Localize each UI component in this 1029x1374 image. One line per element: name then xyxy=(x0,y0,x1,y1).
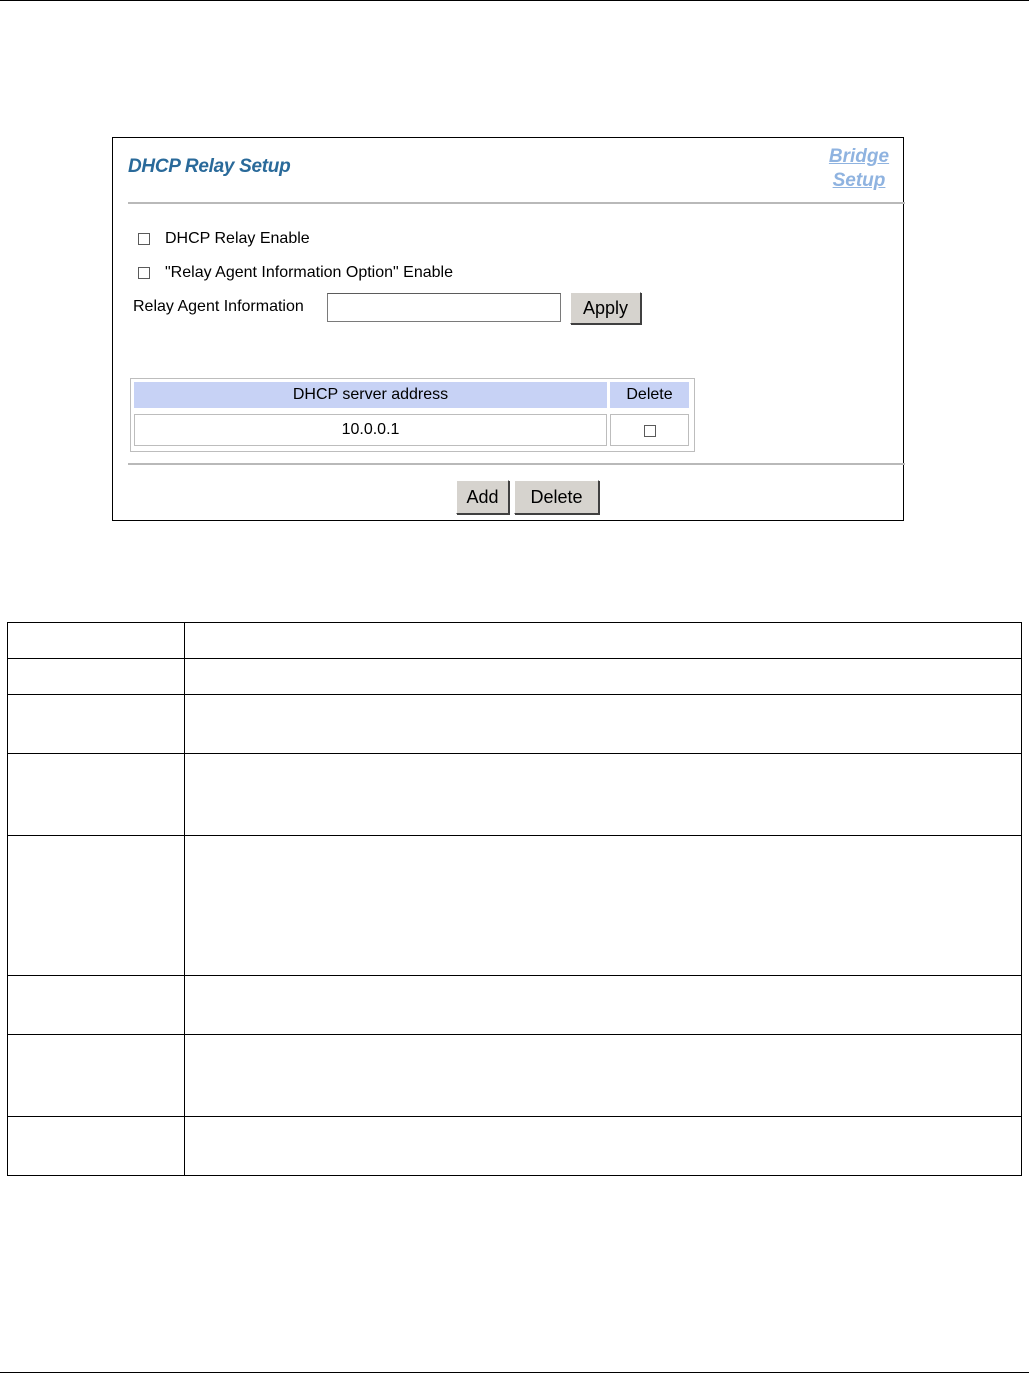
option-enable-checkbox[interactable] xyxy=(138,267,150,279)
table-row xyxy=(8,1035,1022,1117)
table-cell xyxy=(185,695,1022,754)
table-row xyxy=(8,836,1022,976)
option-enable-row xyxy=(138,264,453,282)
row-delete-checkbox[interactable] xyxy=(644,425,656,437)
option-enable-label: "Relay Agent Information Option" Enable xyxy=(165,264,453,281)
server-address-cell: 10.0.0.1 xyxy=(134,414,607,446)
relay-agent-info-input[interactable] xyxy=(327,293,561,322)
table-cell xyxy=(8,1035,185,1117)
table-cell xyxy=(185,1035,1022,1117)
table-cell xyxy=(185,623,1022,659)
table-cell xyxy=(8,1117,185,1176)
relay-enable-checkbox[interactable] xyxy=(138,233,150,245)
table-row xyxy=(8,976,1022,1035)
table-cell xyxy=(8,754,185,836)
header-divider xyxy=(128,202,905,204)
panel-title: DHCP Relay Setup xyxy=(128,156,291,177)
dhcp-server-table xyxy=(130,378,695,452)
bridge-setup-link-line2: Setup xyxy=(832,170,886,191)
dhcp-relay-setup-panel xyxy=(112,137,904,521)
table-cell xyxy=(185,976,1022,1035)
page-top-rule xyxy=(0,0,1029,1)
relay-agent-info-label: Relay Agent Information xyxy=(133,298,304,315)
add-button[interactable]: Add xyxy=(456,480,509,514)
relay-enable-row xyxy=(138,230,310,248)
table-row xyxy=(8,695,1022,754)
delete-button[interactable]: Delete xyxy=(514,480,599,514)
table-cell xyxy=(185,836,1022,976)
page-bottom-rule xyxy=(0,1372,1029,1373)
table-row xyxy=(8,623,1022,659)
delete-header: Delete xyxy=(610,382,689,408)
table-cell xyxy=(185,659,1022,695)
description-table xyxy=(7,622,1022,1176)
table-cell xyxy=(185,1117,1022,1176)
server-address-header: DHCP server address xyxy=(134,382,607,408)
table-cell xyxy=(185,754,1022,836)
delete-cell xyxy=(610,414,689,446)
relay-enable-label: DHCP Relay Enable xyxy=(165,230,310,247)
bridge-setup-link[interactable] xyxy=(827,145,891,193)
table-cell xyxy=(8,976,185,1035)
bridge-setup-link-line1: Bridge xyxy=(828,146,890,167)
table-cell xyxy=(8,623,185,659)
footer-divider xyxy=(128,463,905,465)
table-cell xyxy=(8,836,185,976)
table-cell xyxy=(8,659,185,695)
table-row xyxy=(8,754,1022,836)
apply-button[interactable]: Apply xyxy=(570,292,641,324)
table-row xyxy=(8,1117,1022,1176)
table-cell xyxy=(8,695,185,754)
table-row xyxy=(8,659,1022,695)
